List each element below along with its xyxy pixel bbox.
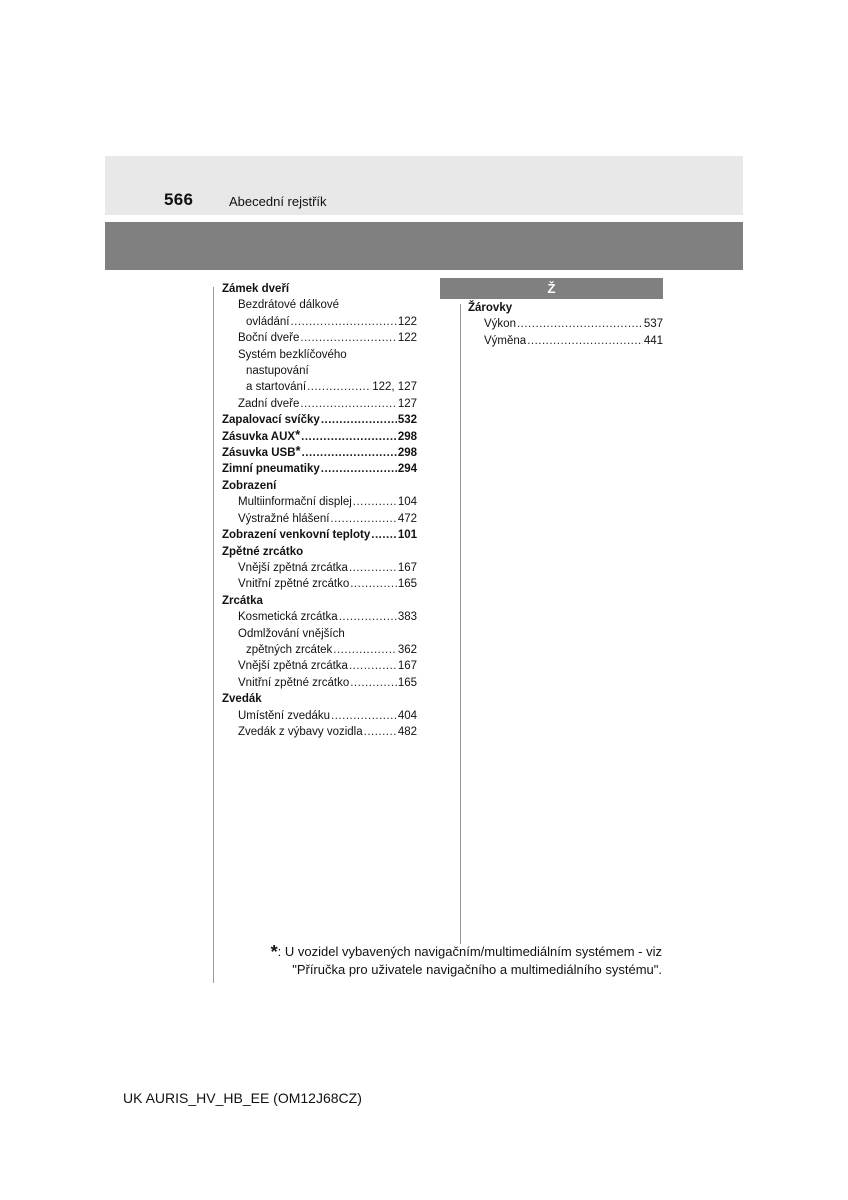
footnote-line-1: *: U vozidel vybavených navigačním/multimediálním systémem - viz — [270, 942, 662, 962]
index-subentry: Bezdrátové dálkové — [238, 299, 340, 312]
index-subentry: a startování ..... 122, 127 — [222, 379, 417, 395]
index-subentry: Systém bezklíčového — [238, 348, 347, 361]
index-subentry: nastupování — [246, 365, 309, 378]
document-code: UK AURIS_HV_HB_EE (OM12J68CZ) — [123, 1090, 362, 1106]
asterisk-icon: * — [270, 942, 278, 962]
index-subentry: Výměna ..... 441 — [468, 333, 663, 349]
index-subentry: Boční dveře ..... 122 — [222, 330, 417, 346]
center-column-rule — [460, 304, 461, 944]
index-subentry: Vnější zpětná zrcátka ..... 167 — [222, 560, 417, 576]
index-entry: Zimní pneumatiky ..... 294 — [222, 461, 417, 477]
index-subentry: Kosmetická zrcátka ..... 383 — [222, 609, 417, 625]
index-right-column — [468, 300, 663, 349]
left-column-rule — [213, 287, 214, 983]
footnote-line-2: "Příručka pro uživatele navigačního a multimediálního systému". — [292, 962, 662, 977]
index-left-column — [222, 281, 417, 740]
index-subentry: Multiinformační displej ..... 104 — [222, 494, 417, 510]
index-subentry: Vnitřní zpětné zrcátko ..... 165 — [222, 675, 417, 691]
index-entry: Zapalovací svíčky ..... 532 — [222, 412, 417, 428]
index-subentry: Odmlžování vnějších — [238, 627, 345, 640]
footnote — [271, 941, 662, 979]
index-heading: Zobrazení — [222, 479, 277, 492]
index-entry: Zobrazení venkovní teploty ..... 101 — [222, 527, 417, 543]
index-heading: Žárovky — [468, 302, 513, 314]
index-heading: Zvedák — [222, 693, 262, 706]
index-entry: Zásuvka USB * ..... 298 — [222, 445, 417, 461]
index-letter-header: Ž — [440, 278, 663, 299]
index-subentry: Zvedák z výbavy vozidla ..... 482 — [222, 724, 417, 740]
index-subentry: Vnitřní zpětné zrcátko ..... 165 — [222, 576, 417, 592]
page-header-band — [105, 156, 743, 215]
index-subentry: Umístění zvedáku ..... 404 — [222, 708, 417, 724]
index-subentry: zpětných zrcátek ..... 362 — [222, 642, 417, 658]
index-subentry: ovládání ..... 122 — [222, 314, 417, 330]
index-heading: Zámek dveří — [222, 283, 290, 295]
index-subentry: Vnější zpětná zrcátka ..... 167 — [222, 658, 417, 674]
section-title: Abecední rejstřík — [229, 194, 327, 209]
header-dark-band — [105, 222, 743, 270]
index-heading: Zrcátka — [222, 594, 263, 607]
index-subentry: Výstražné hlášení ..... 472 — [222, 511, 417, 527]
index-entry: Zásuvka AUX * ..... 298 — [222, 429, 417, 445]
index-subentry: Výkon ..... 537 — [468, 316, 663, 332]
page-number: 566 — [164, 190, 194, 209]
index-subentry: Zadní dveře ..... 127 — [222, 396, 417, 412]
index-heading: Zpětné zrcátko — [222, 545, 304, 558]
